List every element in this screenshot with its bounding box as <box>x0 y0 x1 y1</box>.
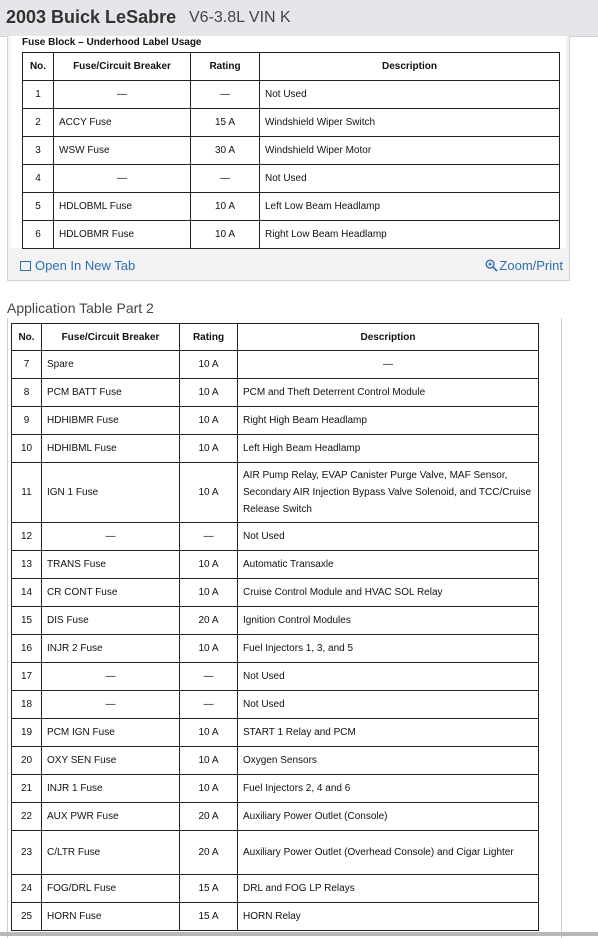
cell-description: Not Used <box>238 523 539 551</box>
cell-rating: 10 A <box>191 193 260 221</box>
table-row <box>23 137 560 165</box>
zoom-print-label: Zoom/Print <box>499 258 563 273</box>
cell-no: 13 <box>12 551 42 579</box>
application-table-title: Application Table Part 2 <box>7 300 154 316</box>
table-row <box>12 579 539 607</box>
cell-rating: 15 A <box>180 875 238 903</box>
cell-fuse: HDHIBML Fuse <box>42 435 180 463</box>
cell-no: 25 <box>12 903 42 931</box>
cell-fuse: DIS Fuse <box>42 607 180 635</box>
table-header-row <box>23 53 560 81</box>
cell-no: 24 <box>12 875 42 903</box>
cell-no: 20 <box>12 747 42 775</box>
cell-description: Windshield Wiper Motor <box>260 137 560 165</box>
table-row <box>12 831 539 875</box>
cell-no: 23 <box>12 831 42 875</box>
table-row <box>12 351 539 379</box>
cell-fuse: TRANS Fuse <box>42 551 180 579</box>
cell-fuse: Spare <box>42 351 180 379</box>
column-header-rating: Rating <box>191 53 260 81</box>
table-row <box>12 379 539 407</box>
cell-no: 10 <box>12 435 42 463</box>
cell-description: Fuel Injectors 2, 4 and 6 <box>238 775 539 803</box>
cell-rating: 20 A <box>180 831 238 875</box>
cell-description: Oxygen Sensors <box>238 747 539 775</box>
column-header-no: No. <box>12 324 42 351</box>
fuse-table-part2 <box>11 323 539 931</box>
cell-fuse: — <box>42 663 180 691</box>
cell-description: Right Low Beam Headlamp <box>260 221 560 249</box>
table-row <box>12 635 539 663</box>
table-row <box>12 663 539 691</box>
cell-fuse: — <box>54 81 191 109</box>
table-row <box>12 903 539 931</box>
cell-rating: — <box>180 663 238 691</box>
cell-description: Ignition Control Modules <box>238 607 539 635</box>
table-row <box>12 875 539 903</box>
cell-description: AIR Pump Relay, EVAP Canister Purge Valve, MAF Sensor, Secondary AIR Injection Bypass Valve Solenoid, and TCC/Cruise Release Switch <box>238 463 539 523</box>
cell-fuse: HORN Fuse <box>42 903 180 931</box>
cell-description: Auxiliary Power Outlet (Console) <box>238 803 539 831</box>
table-row <box>12 523 539 551</box>
cell-no: 19 <box>12 719 42 747</box>
cell-no: 7 <box>12 351 42 379</box>
cell-rating: 30 A <box>191 137 260 165</box>
cell-description: PCM and Theft Deterrent Control Module <box>238 379 539 407</box>
zoom-icon <box>485 259 498 272</box>
cell-no: 15 <box>12 607 42 635</box>
column-header-description: Description <box>260 53 560 81</box>
table-row <box>12 551 539 579</box>
cell-rating: 10 A <box>180 719 238 747</box>
cell-description: DRL and FOG LP Relays <box>238 875 539 903</box>
cell-rating: 10 A <box>180 379 238 407</box>
cell-fuse: HDLOBML Fuse <box>54 193 191 221</box>
cell-no: 4 <box>23 165 54 193</box>
cell-fuse: OXY SEN Fuse <box>42 747 180 775</box>
cell-no: 14 <box>12 579 42 607</box>
cell-fuse: FOG/DRL Fuse <box>42 875 180 903</box>
cell-rating: 10 A <box>180 635 238 663</box>
cell-fuse: IGN 1 Fuse <box>42 463 180 523</box>
cell-fuse: HDLOBMR Fuse <box>54 221 191 249</box>
cell-fuse: PCM IGN Fuse <box>42 719 180 747</box>
cell-fuse: HDHIBMR Fuse <box>42 407 180 435</box>
cell-fuse: ACCY Fuse <box>54 109 191 137</box>
table-row <box>12 691 539 719</box>
cell-rating: — <box>180 523 238 551</box>
cell-no: 3 <box>23 137 54 165</box>
cell-description: — <box>238 351 539 379</box>
table-row <box>12 747 539 775</box>
cell-no: 18 <box>12 691 42 719</box>
cell-rating: — <box>191 165 260 193</box>
column-header-rating: Rating <box>180 324 238 351</box>
cell-no: 11 <box>12 463 42 523</box>
application-table-container <box>7 318 562 938</box>
column-header-description: Description <box>238 324 539 351</box>
column-header-no: No. <box>23 53 54 81</box>
cell-rating: 10 A <box>180 351 238 379</box>
engine-subtitle: V6-3.8L VIN K <box>189 9 291 26</box>
cell-no: 6 <box>23 221 54 249</box>
cell-description: Not Used <box>238 663 539 691</box>
cell-no: 1 <box>23 81 54 109</box>
table-header-row <box>12 324 539 351</box>
cell-description: Fuel Injectors 1, 3, and 5 <box>238 635 539 663</box>
cell-description: Not Used <box>260 165 560 193</box>
table-row <box>23 165 560 193</box>
table1-caption: Fuse Block – Underhood Label Usage <box>22 37 202 48</box>
cell-fuse: C/LTR Fuse <box>42 831 180 875</box>
cell-rating: 10 A <box>180 463 238 523</box>
cell-rating: 15 A <box>180 903 238 931</box>
cell-fuse: — <box>54 165 191 193</box>
cell-rating: 10 A <box>180 579 238 607</box>
cell-description: HORN Relay <box>238 903 539 931</box>
cell-no: 12 <box>12 523 42 551</box>
cell-description: Windshield Wiper Switch <box>260 109 560 137</box>
cell-fuse: CR CONT Fuse <box>42 579 180 607</box>
open-in-new-tab-link[interactable] <box>20 258 135 273</box>
cell-rating: 20 A <box>180 607 238 635</box>
zoom-print-link[interactable] <box>485 258 563 273</box>
cell-no: 2 <box>23 109 54 137</box>
cell-fuse: — <box>42 691 180 719</box>
cell-rating: 10 A <box>180 435 238 463</box>
open-in-new-tab-label: Open In New Tab <box>35 258 136 273</box>
table-row <box>23 193 560 221</box>
cell-rating: 10 A <box>180 407 238 435</box>
cell-fuse: INJR 2 Fuse <box>42 635 180 663</box>
cell-description: Right High Beam Headlamp <box>238 407 539 435</box>
table-row <box>12 435 539 463</box>
cell-rating: 10 A <box>191 221 260 249</box>
table-row <box>12 407 539 435</box>
cell-description: Not Used <box>260 81 560 109</box>
cell-description: Left Low Beam Headlamp <box>260 193 560 221</box>
table-row <box>23 109 560 137</box>
fuse-block-card <box>7 36 570 281</box>
cell-fuse: INJR 1 Fuse <box>42 775 180 803</box>
vehicle-title: 2003 Buick LeSabre <box>6 7 177 27</box>
table-row <box>23 221 560 249</box>
cell-rating: 15 A <box>191 109 260 137</box>
cell-description: Left High Beam Headlamp <box>238 435 539 463</box>
cell-rating: — <box>180 691 238 719</box>
fuse-table-part1 <box>22 52 560 249</box>
cell-rating: 10 A <box>180 747 238 775</box>
cell-fuse: AUX PWR Fuse <box>42 803 180 831</box>
cell-description: Automatic Transaxle <box>238 551 539 579</box>
cell-rating: — <box>191 81 260 109</box>
cell-no: 5 <box>23 193 54 221</box>
card-links <box>8 255 569 277</box>
cell-fuse: WSW Fuse <box>54 137 191 165</box>
column-header-fuse: Fuse/Circuit Breaker <box>42 324 180 351</box>
cell-no: 8 <box>12 379 42 407</box>
cell-description: Auxiliary Power Outlet (Overhead Console) and Cigar Lighter <box>238 831 539 875</box>
cell-description: Cruise Control Module and HVAC SOL Relay <box>238 579 539 607</box>
page-bottom-border <box>0 932 598 936</box>
table-row <box>23 81 560 109</box>
new-tab-icon <box>20 261 31 271</box>
column-header-fuse: Fuse/Circuit Breaker <box>54 53 191 81</box>
cell-description: Not Used <box>238 691 539 719</box>
cell-description: START 1 Relay and PCM <box>238 719 539 747</box>
table-row <box>12 719 539 747</box>
fuse-block-panel <box>11 36 566 248</box>
table-row <box>12 607 539 635</box>
cell-fuse: — <box>42 523 180 551</box>
cell-no: 22 <box>12 803 42 831</box>
table-row <box>12 803 539 831</box>
cell-rating: 10 A <box>180 551 238 579</box>
cell-rating: 20 A <box>180 803 238 831</box>
cell-no: 9 <box>12 407 42 435</box>
table-row <box>12 463 539 523</box>
table-row <box>12 775 539 803</box>
cell-no: 21 <box>12 775 42 803</box>
cell-rating: 10 A <box>180 775 238 803</box>
page-header <box>0 0 598 37</box>
cell-no: 17 <box>12 663 42 691</box>
cell-no: 16 <box>12 635 42 663</box>
cell-fuse: PCM BATT Fuse <box>42 379 180 407</box>
